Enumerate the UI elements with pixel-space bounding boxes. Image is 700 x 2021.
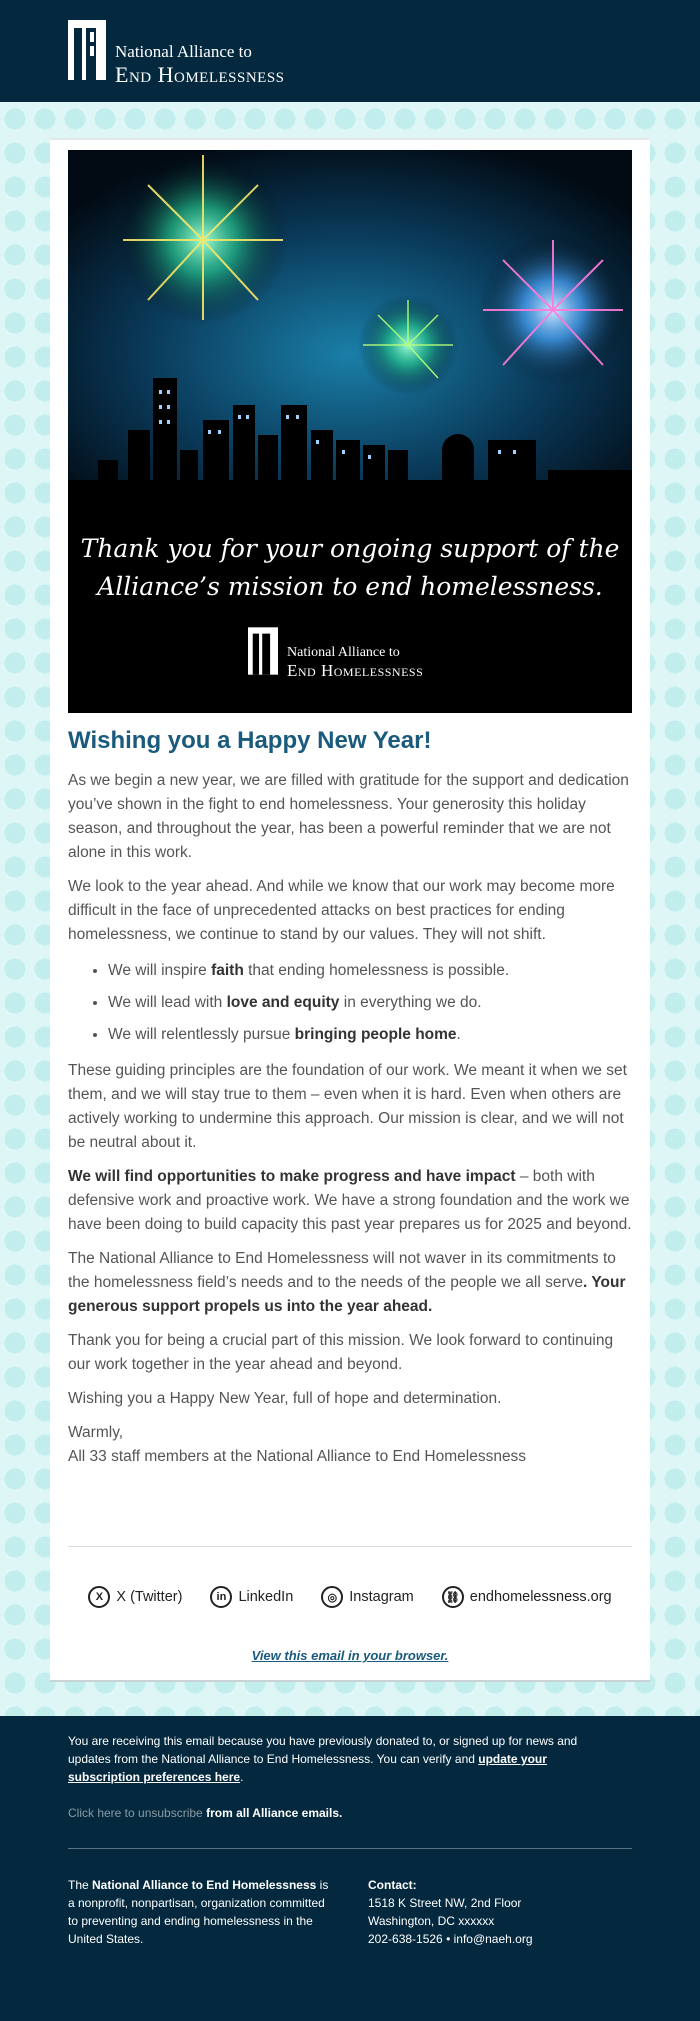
email-body (68, 725, 632, 1469)
social-instagram-link[interactable]: ◎ Instagram (321, 1586, 413, 1608)
address-line2: Washington, DC xxxxxx (368, 1914, 495, 1928)
social-links (68, 1586, 632, 1608)
email-header (0, 0, 700, 102)
door-logo-icon (248, 627, 278, 675)
website-link[interactable]: ⛓ endhomelessness.org (442, 1586, 612, 1608)
logo-line2: End Homelessness (115, 62, 285, 87)
view-in-browser-link[interactable]: View this email in your browser. (251, 1648, 449, 1663)
hero-thanks-text (68, 530, 632, 606)
naeh-logo[interactable] (68, 20, 285, 88)
email-card (50, 138, 650, 1682)
content-divider (68, 1546, 632, 1547)
hero-logo (248, 627, 423, 681)
footer-about: The National Alliance to End Homelessness is a nonprofit, nonpartisan, organization committed to preventing and ending homelessness in the United States. (68, 1878, 329, 1946)
door-logo-icon (68, 20, 106, 80)
list-item: • We will inspire faith that ending homelessness is possible. (108, 959, 632, 983)
unsubscribe-link[interactable]: Click here to unsubscribe (68, 1806, 203, 1820)
x-twitter-icon: X (88, 1586, 110, 1608)
phone-email[interactable]: 202-638-1526 • info@naeh.org (368, 1932, 533, 1946)
paragraph-1: As we begin a new year, we are filled with gratitude for the support and dedication you’ve shown in the fight to end homelessness. Your generosity this holiday season, and throughout the year, has been a powerful reminder that we are not alone in this work. (68, 772, 629, 861)
address-line1: 1518 K Street NW, 2nd Floor (368, 1896, 522, 1910)
contact-label: Contact: (368, 1878, 417, 1892)
hero-logo-line1: National Alliance to (287, 645, 400, 660)
paragraph-4: We will find opportunities to make progress and have impact – both with defensive work and proactive work. We have a strong foundation and the work we have been doing to build capacity this past year prepares us for 2025 and beyond. (68, 1168, 632, 1233)
email-title: Wishing you a Happy New Year! (68, 727, 432, 754)
subscription-preferences-link[interactable]: update your subscription preferences here (68, 1752, 547, 1784)
unsubscribe-row: Click here to unsubscribe from all Alliance emails. (68, 1806, 343, 1820)
hero-thanks-line1: Thank you for your ongoing support of the (80, 534, 620, 563)
hero-thanks-line2: Alliance’s mission to end homelessness. (97, 572, 603, 601)
paragraph-5: The National Alliance to End Homelessness will not waver in its commitments to the homelessness field’s needs and to the needs of the people we all serve. Your generous support propels us into the year ahead. (68, 1250, 626, 1315)
hero-logo-line2: End Homelessness (287, 661, 424, 680)
linkedin-icon: in (210, 1586, 232, 1608)
logo-line1: National Alliance to (115, 42, 252, 61)
link-icon: ⛓ (442, 1586, 464, 1608)
paragraph-2: We look to the year ahead. And while we know that our work may become more difficult in the face of unprecedented attacks on best practices for ending homelessness, we continue to stand by our values. They will not shift. (68, 878, 615, 943)
footer-notice: You are receiving this email because you have previously donated to, or signed up for news and updates from the National Alliance to End Homelessness. You can verify and update your subscription preferences here. (68, 1734, 578, 1784)
footer-divider (68, 1848, 632, 1849)
signature: Warmly, All 33 staff members at the National Alliance to End Homelessness (68, 1424, 527, 1465)
email-footer (0, 1716, 700, 2021)
social-linkedin-link[interactable]: in LinkedIn (210, 1586, 293, 1608)
values-list (68, 959, 632, 1047)
footer-contact (368, 1876, 628, 1948)
list-item: • We will relentlessly pursue bringing people home. (108, 1023, 632, 1047)
paragraph-7: Wishing you a Happy New Year, full of hope and determination. (68, 1390, 502, 1407)
paragraph-3: These guiding principles are the foundation of our work. We meant it when we set them, and we will stay true to them – even when it is hard. Even when others are actively working to undermine this approach. Our mission is clear, and we will not be neutral about it. (68, 1062, 627, 1151)
hero-image (68, 150, 632, 713)
list-item: • We will lead with love and equity in everything we do. (108, 991, 632, 1015)
instagram-icon: ◎ (321, 1586, 343, 1608)
paragraph-6: Thank you for being a crucial part of this mission. We look forward to continuing our work together in the year ahead and beyond. (68, 1332, 614, 1373)
social-x-link[interactable]: X X (Twitter) (88, 1586, 182, 1608)
